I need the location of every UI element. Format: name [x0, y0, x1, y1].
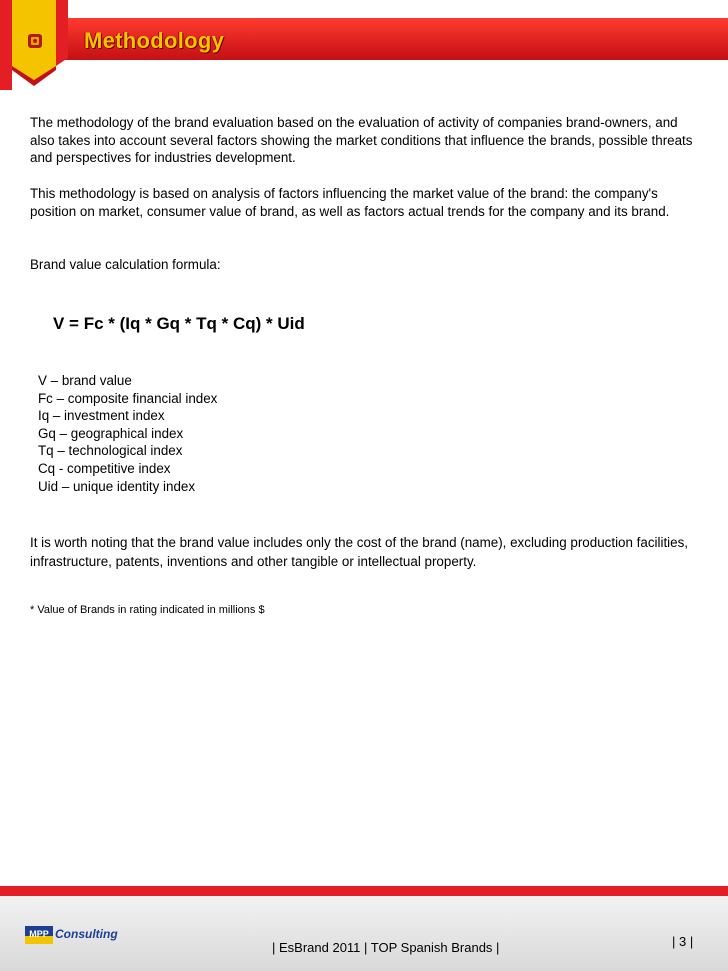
- paragraph-analysis: This methodology is based on analysis of factors influencing the market value of the brand: the company's position on market, consumer value of brand, as well as factors actual trends for the company and its brand.: [30, 186, 670, 219]
- legend-item: Iq – investment index: [38, 408, 165, 424]
- footnote: * Value of Brands in rating indicated in millions $: [30, 604, 265, 616]
- page-number: | 3 |: [672, 934, 694, 949]
- mpp-consulting-logo: [25, 924, 118, 948]
- paragraph-closing: It is worth noting that the brand value includes only the cost of the brand (name), excluding production facilities, infrastructure, patents, inventions and other tangible or intellectual property.: [30, 535, 689, 569]
- page-title: Methodology: [84, 28, 225, 53]
- legend-item: Gq – geographical index: [38, 425, 184, 441]
- legend-item: Tq – technological index: [38, 443, 183, 459]
- spain-flag-icon: [0, 0, 70, 90]
- brand-value-formula: V = Fc * (Iq * Gq * Tq * Cq) * Uid: [53, 314, 305, 333]
- paragraph-intro: The methodology of the brand evaluation based on the evaluation of activity of companies brand-owners, and also takes into account several factors showing the market conditions that influence the brands, possible threats and perspectives for industries development.: [30, 115, 693, 166]
- legend-item: Fc – composite financial index: [38, 390, 218, 406]
- formula-legend: [38, 372, 217, 495]
- logo-badge-text: MPP: [29, 929, 49, 939]
- legend-item: V – brand value: [38, 373, 132, 388]
- paragraph-formula-intro: Brand value calculation formula:: [30, 257, 221, 272]
- legend-item: Uid – unique identity index: [38, 478, 196, 494]
- logo-word-text: Consulting: [55, 927, 118, 941]
- legend-item: Cq - competitive index: [38, 460, 171, 476]
- footer-title: | EsBrand 2011 | TOP Spanish Brands |: [272, 940, 500, 955]
